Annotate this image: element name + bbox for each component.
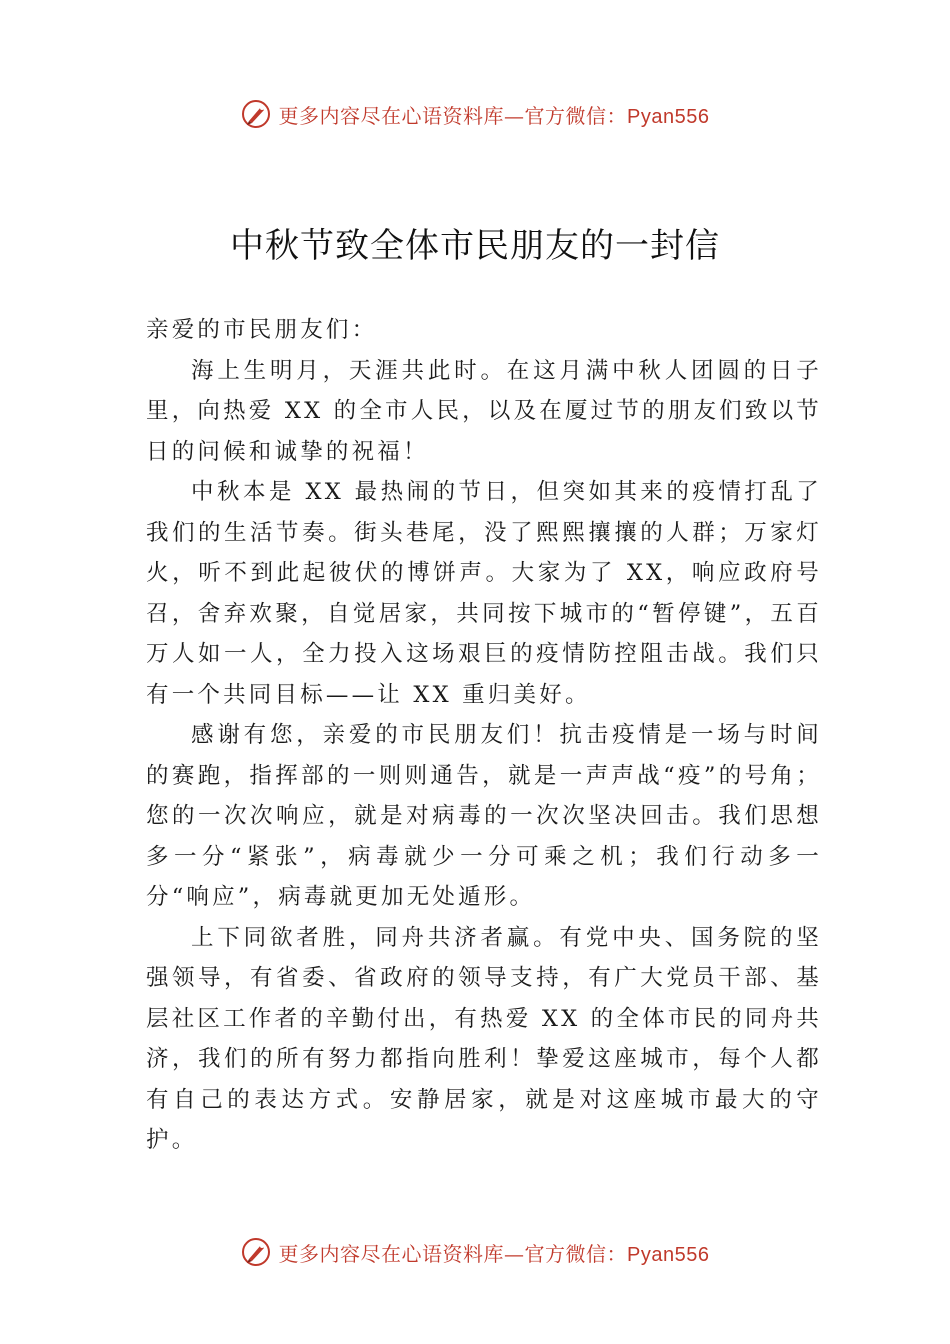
wechat-id: Pyan556 xyxy=(627,1243,710,1266)
quill-pen-logo-icon xyxy=(241,99,271,129)
paragraph-1: 海上生明月，天涯共此时。在这月满中秋人团圆的日子里，向热爱 XX 的全市人民，以及在厦过节的朋友们致以节日的问候和诚挚的祝福！ xyxy=(146,357,822,465)
banner-text xyxy=(279,100,710,129)
banner-text xyxy=(279,1238,710,1267)
quill-pen-logo-icon xyxy=(241,1237,271,1267)
banner-slogan: 更多内容尽在心语资料库—官方微信： xyxy=(278,103,628,128)
paragraph-3: 感谢有您，亲爱的市民朋友们！抗击疫情是一场与时间的赛跑，指挥部的一则则通告，就是一声声战“疫”的号角；您的一次次响应，就是对病毒的一次次坚决回击。我们思想多一分“紧张”，病毒就少一分可乘之机；我们行动多一分“响应”，病毒就更加无处遁形。 xyxy=(146,722,822,910)
paragraph-4: 上下同欲者胜，同舟共济者赢。有党中央、国务院的坚强领导，有省委、省政府的领导支持，有广大党员干部、基层社区工作者的辛勤付出，有热爱 XX 的全体市民的同舟共济，我们的所有努力都指向胜利！挚爱这座城市，每个人都有自己的表达方式。安静居家，就是对这座城市最大的守护。 xyxy=(146,924,822,1153)
document-body xyxy=(146,310,822,1161)
document-title: 中秋节致全体市民朋友的一封信 xyxy=(230,226,720,266)
header-banner xyxy=(0,94,950,134)
wechat-id: Pyan556 xyxy=(627,105,710,128)
salutation: 亲爱的市民朋友们： xyxy=(146,317,378,343)
footer-banner xyxy=(0,1232,950,1272)
banner-slogan: 更多内容尽在心语资料库—官方微信： xyxy=(278,1241,628,1266)
paragraph-2: 中秋本是 XX 最热闹的节日，但突如其来的疫情打乱了我们的生活节奏。街头巷尾，没了熙熙攘攘的人群；万家灯火，听不到此起彼伏的博饼声。大家为了 XX，响应政府号召，舍弃欢聚，自觉居家，共同按下城市的“暂停键”，五百万人如一人，全力投入这场艰巨的疫情防控阻击战。我们只有一个共同目标——让 XX 重归美好。 xyxy=(146,479,822,708)
